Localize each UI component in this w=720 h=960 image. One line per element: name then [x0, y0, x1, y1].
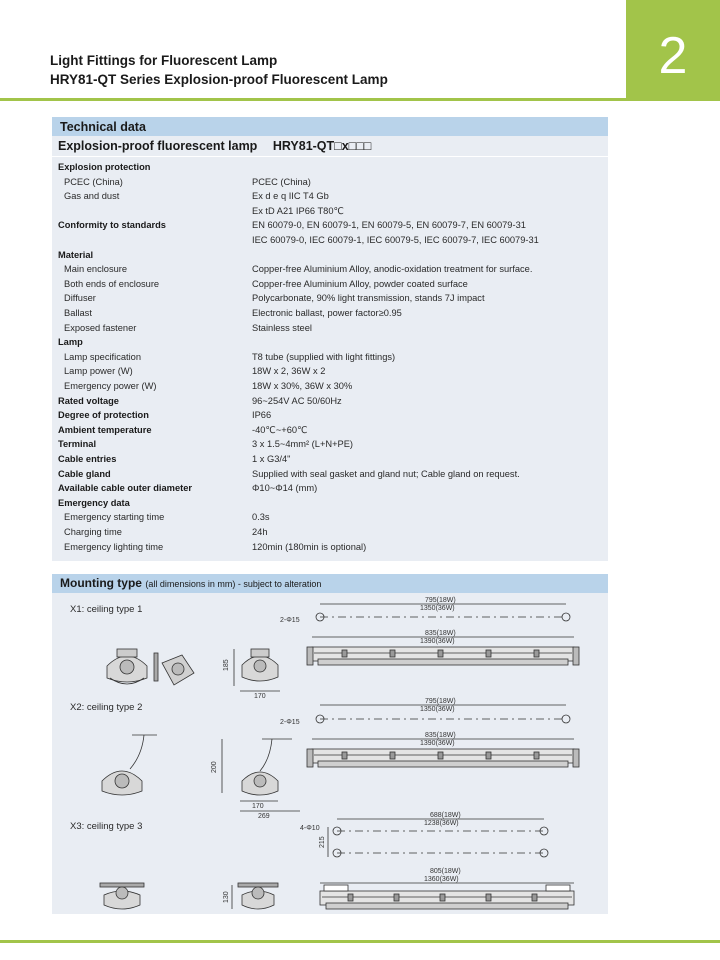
spec-value: Electronic ballast, power factor≥0.95: [252, 308, 402, 318]
x2-hole-dim: 2-Φ15: [280, 719, 300, 726]
mounting-heading: [52, 574, 608, 593]
x3-top-dim-36w: 1238(36W): [424, 820, 459, 827]
spec-value: Stainless steel: [252, 322, 312, 333]
spec-value: -40℃~+60℃: [252, 424, 308, 435]
chapter-badge: [626, 0, 720, 98]
mounting-title: Mounting type: [60, 576, 142, 590]
spec-label: Emergency power (W): [64, 381, 157, 391]
x1-hole-dim: 2-Φ15: [280, 617, 300, 624]
mount-label-x2: X2: ceiling type 2: [70, 702, 143, 713]
spec-label: Material: [58, 249, 94, 260]
header-title: Light Fittings for Fluorescent Lamp: [50, 53, 278, 68]
product-model: HRY81-QT□x□□□: [272, 139, 372, 153]
x2-lamp-body-drawing: [307, 749, 579, 767]
x1-len-dim-18w: 835(18W): [425, 630, 456, 637]
x1-top-dim-18w: 795(18W): [425, 597, 456, 604]
spec-label: Rated voltage: [58, 395, 119, 406]
x1-dimension-drawing: [234, 649, 280, 691]
x3-top-dim-18w: 688(18W): [430, 812, 461, 819]
mounting-note: (all dimensions in mm) - subject to alteration: [145, 579, 322, 589]
spec-value: 1 x G3/4": [252, 454, 291, 464]
spec-value: 18W x 30%, 36W x 30%: [252, 381, 353, 391]
spec-value: IEC 60079-0, IEC 60079-1, IEC 60079-5, IEC 60079-7, IEC 60079-31: [252, 235, 539, 245]
spec-value: T8 tube (supplied with light fittings): [252, 351, 396, 362]
header-subtitle: HRY81-QT Series Explosion-proof Fluorescent Lamp: [50, 72, 388, 87]
spec-value: Polycarbonate, 90% light transmission, stands 7J impact: [252, 293, 485, 304]
spec-value: Ex tD A21 IP66 T80℃: [252, 205, 344, 216]
spec-label: Lamp: [58, 337, 83, 348]
x3-lamp-body-drawing: [320, 885, 574, 909]
x3-hole-dim: 4-Φ10: [300, 825, 320, 832]
spec-label: Diffuser: [64, 293, 96, 304]
spec-value: 0.3s: [252, 512, 270, 523]
spec-value: IP66: [252, 410, 272, 421]
spec-label: Conformity to standards: [58, 220, 166, 231]
spec-value: Φ10~Φ14 (mm): [252, 483, 318, 494]
x2-width-dim: 170: [252, 803, 264, 810]
spec-value: EN 60079-0, EN 60079-1, EN 60079-5, EN 60079-7, EN 60079-31: [252, 220, 526, 231]
spec-value: Copper-free Aluminium Alloy, anodic-oxidation treatment for surface.: [252, 264, 533, 275]
spec-label: Cable entries: [58, 454, 117, 464]
mounting-drawings: [52, 593, 608, 914]
spec-label: Degree of protection: [58, 410, 149, 421]
x1-lamp-body-drawing: [307, 647, 579, 665]
spec-value: 96~254V AC 50/60Hz: [252, 395, 342, 406]
spec-value: 120min (180min is optional): [252, 541, 367, 552]
spec-label: Ballast: [64, 308, 92, 318]
spec-label: Emergency starting time: [64, 512, 165, 523]
spec-value: 18W x 2, 36W x 2: [252, 366, 326, 377]
spec-label: Both ends of enclosure: [64, 278, 160, 289]
x2-depth-dim: 269: [258, 813, 270, 820]
spec-label: PCEC (China): [64, 176, 123, 187]
product-type: Explosion-proof fluorescent lamp: [58, 139, 258, 153]
x1-side-view-drawing: [154, 653, 194, 685]
footer-divider: [0, 940, 720, 943]
technical-data-heading: Technical data: [52, 117, 608, 136]
chapter-number: 2: [658, 27, 688, 85]
spec-label: Terminal: [58, 439, 97, 450]
x2-top-dim-36w: 1350(36W): [420, 706, 455, 713]
spec-value: Copper-free Aluminium Alloy, powder coated surface: [252, 278, 468, 289]
mount-label-x1: X1: ceiling type 1: [70, 604, 143, 615]
x3-spacing-dim: 215: [319, 836, 326, 848]
spec-label: Ambient temperature: [58, 424, 152, 435]
x3-dimension-drawing: [232, 883, 278, 909]
spec-value: Ex d e q IIC T4 Gb: [252, 191, 329, 202]
spec-label: Main enclosure: [64, 264, 128, 275]
spec-label: Available cable outer diameter: [58, 483, 192, 494]
spec-value: Supplied with seal gasket and gland nut; Cable gland on request.: [252, 468, 520, 479]
x3-len-dim-18w: 805(18W): [430, 868, 461, 875]
x1-front-view-drawing: [107, 649, 147, 684]
x2-len-dim-18w: 835(18W): [425, 732, 456, 739]
x3-height-dim: 130: [223, 891, 230, 903]
spec-value: 3 x 1.5~4mm² (L+N+PE): [252, 439, 354, 450]
x1-len-dim-36w: 1390(36W): [420, 638, 455, 645]
x3-front-view-drawing: [100, 883, 144, 909]
x2-front-view-drawing: [102, 735, 157, 795]
spec-value: 24h: [252, 527, 268, 537]
spec-value: PCEC (China): [252, 176, 311, 187]
mounting-type-section: [52, 574, 608, 914]
x2-dimension-drawing: [222, 739, 300, 811]
spec-label: Emergency lighting time: [64, 541, 164, 552]
x1-height-dim: 185: [223, 659, 230, 671]
spec-label: Lamp power (W): [64, 366, 133, 377]
spec-label: Lamp specification: [64, 351, 141, 362]
x3-len-dim-36w: 1360(36W): [424, 876, 459, 883]
product-subtitle: [52, 136, 608, 157]
spec-label: Cable gland: [58, 468, 111, 479]
header-divider: [0, 98, 720, 101]
x1-width-dim: 170: [254, 693, 266, 700]
x2-len-dim-36w: 1390(36W): [420, 740, 455, 747]
x2-top-dim-18w: 795(18W): [425, 698, 456, 705]
spec-label: Charging time: [64, 527, 122, 537]
x2-height-dim: 200: [211, 761, 218, 773]
x1-top-dim-36w: 1350(36W): [420, 605, 455, 612]
technical-data-section: [52, 117, 608, 561]
spec-label: Exposed fastener: [64, 322, 137, 333]
mount-label-x3: X3: ceiling type 3: [70, 821, 143, 832]
spec-label: Explosion protection: [58, 162, 151, 172]
spec-label: Gas and dust: [64, 191, 120, 202]
spec-label: Emergency data: [58, 497, 130, 508]
